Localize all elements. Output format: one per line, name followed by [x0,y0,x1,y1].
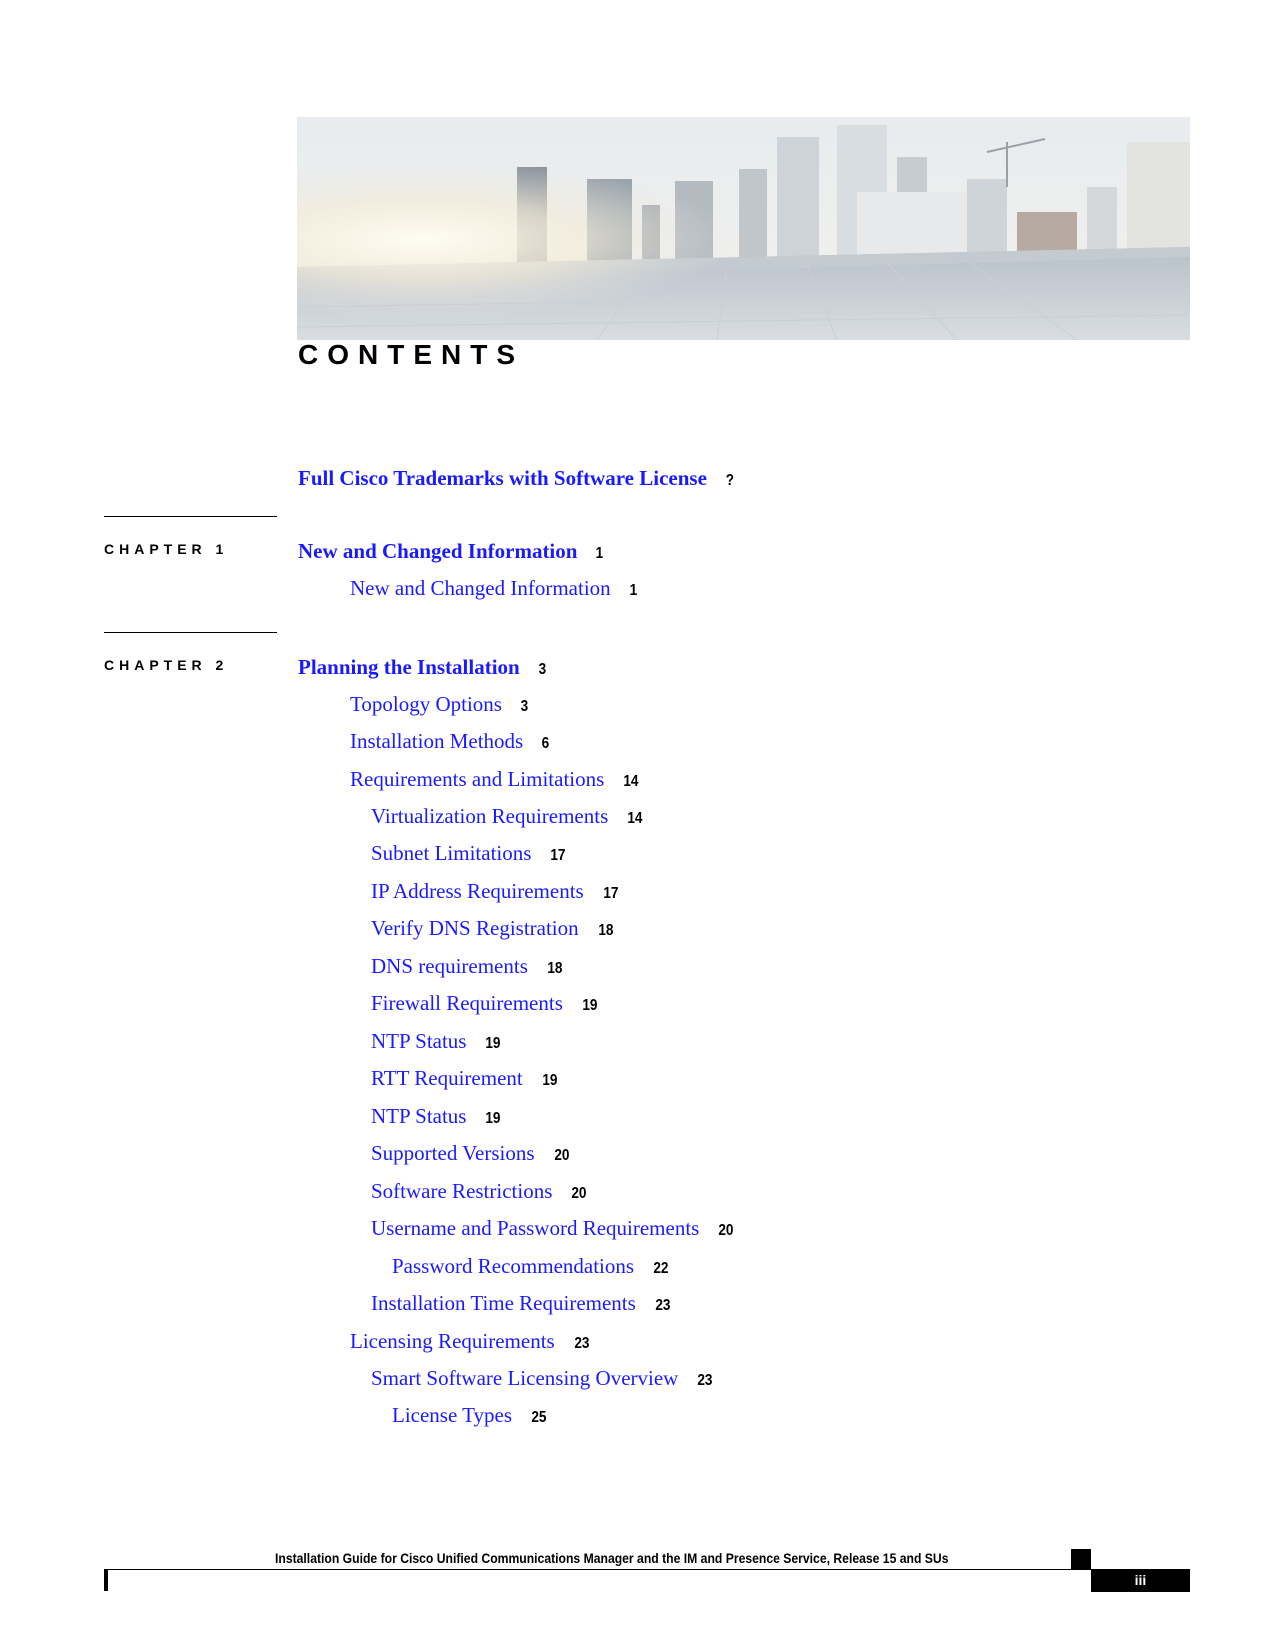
footer-document-title: Installation Guide for Cisco Unified Communications Manager and the IM and Presence Service, Release 15 and SUs [275,1550,949,1566]
toc-entry-title: Software Restrictions [371,1179,553,1203]
toc-entry-title: Planning the Installation [298,655,520,679]
toc-entry-title: Licensing Requirements [350,1329,555,1353]
toc-entry[interactable] [350,1331,591,1352]
toc-entry[interactable] [371,1218,735,1239]
toc-entry-title: NTP Status [371,1104,467,1128]
toc-entry[interactable] [371,1068,559,1089]
toc-entry-title: Subnet Limitations [371,841,532,865]
toc-entry-title: Password Recommendations [392,1254,635,1278]
toc-entry-title: Verify DNS Registration [371,916,579,940]
footer-rule [104,1569,1091,1570]
chapter-divider [104,516,277,517]
chapter-divider [104,632,277,633]
toc-entry-page: 19 [542,1072,558,1089]
toc-entry-page: 1 [629,582,637,599]
toc-entry-title: Installation Methods [350,729,524,753]
toc-entry[interactable] [392,1405,548,1426]
toc-entry-page: 20 [718,1222,734,1239]
toc-entry-page: 23 [697,1372,713,1389]
toc-entry-title: Firewall Requirements [371,991,563,1015]
toc-entry-title: RTT Requirement [371,1066,523,1090]
toc-entry[interactable] [371,881,620,902]
toc-entry[interactable] [350,694,529,715]
toc-entry-title: Installation Time Requirements [371,1291,636,1315]
toc-entry[interactable] [350,731,550,752]
toc-entry[interactable] [371,843,567,864]
toc-entry[interactable] [371,1181,588,1202]
toc-entry-title: DNS requirements [371,954,528,978]
contents-heading: CONTENTS [298,339,524,370]
toc-entry-page: 1 [596,545,604,562]
toc-entry-title: Virtualization Requirements [371,804,609,828]
toc-entry-page: 14 [623,773,639,790]
toc-entry[interactable] [371,1143,570,1164]
toc-entry-title: Smart Software Licensing Overview [371,1366,679,1390]
toc-entry[interactable] [371,806,644,827]
toc-entry-page: 17 [603,885,619,902]
toc-entry-page: 19 [485,1110,501,1127]
toc-entry-page: 17 [550,847,566,864]
toc-entry-page: 23 [574,1335,590,1352]
toc-entry-title: Supported Versions [371,1141,535,1165]
toc-entry-page: 18 [597,922,614,939]
toc-entry-title: Username and Password Requirements [371,1216,700,1240]
toc-entry-chapter[interactable] [298,657,547,678]
toc-entry-page: ? [725,472,734,489]
footer-page-number: iii [1091,1569,1190,1592]
toc-entry-page: 19 [582,997,598,1014]
toc-entry-page: 14 [627,810,643,827]
toc-entry[interactable] [371,956,564,977]
toc-entry-title: New and Changed Information [350,576,611,600]
toc-entry-title: NTP Status [371,1029,467,1053]
toc-entry[interactable] [350,578,638,599]
footer-tick [104,1569,108,1591]
toc-entry[interactable] [371,1293,672,1314]
toc-entry-page: 6 [541,735,550,752]
toc-entry-title: New and Changed Information [298,539,578,563]
toc-entry[interactable] [371,918,614,939]
toc-entry-title: Full Cisco Trademarks with Software License [298,466,707,490]
toc-entry[interactable] [371,1106,502,1127]
toc-entry[interactable] [371,1368,714,1389]
chapter-label: CHAPTER 1 [104,541,229,557]
toc-entry-page: 20 [553,1147,569,1164]
toc-entry-page: 20 [571,1185,587,1202]
chapter-label: CHAPTER 2 [104,657,229,673]
toc-entry-chapter[interactable] [298,541,604,562]
toc-entry[interactable] [350,769,640,790]
toc-entry-page: 19 [485,1035,501,1052]
toc-entry-page: 23 [655,1297,671,1314]
toc-entry[interactable] [371,993,599,1014]
toc-entry-title: IP Address Requirements [371,879,584,903]
toc-entry-title: Requirements and Limitations [350,767,605,791]
footer-marker [1071,1549,1091,1569]
toc-entry-title: License Types [392,1403,513,1427]
toc-entry-page: 3 [520,698,529,715]
toc-entry-front[interactable] [298,468,735,489]
city-skyline-banner [297,117,1190,340]
toc-entry[interactable] [392,1256,670,1277]
toc-entry-page: 25 [531,1409,547,1426]
toc-entry-page: 18 [547,960,563,977]
toc-entry-page: 3 [538,661,546,678]
toc-entry-title: Topology Options [350,692,502,716]
toc-entry[interactable] [371,1031,502,1052]
toc-entry-page: 22 [653,1260,669,1277]
